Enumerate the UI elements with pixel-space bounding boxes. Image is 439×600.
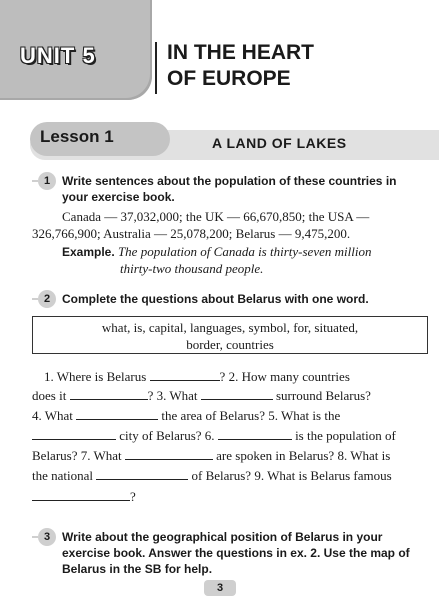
- question-line-7: ?: [32, 487, 438, 507]
- exercise-3-instruction-line3: Belarus in the SB for help.: [62, 562, 213, 576]
- answer-blank-4[interactable]: [76, 407, 158, 420]
- answer-blank-5[interactable]: [32, 427, 116, 440]
- word-box: [32, 316, 428, 354]
- exercise-2-instruction: Complete the questions about Belarus with one word.: [62, 292, 369, 306]
- answer-blank-9[interactable]: [32, 488, 130, 501]
- lesson-label: Lesson 1: [40, 127, 114, 146]
- unit-title-line2: OF EUROPE: [167, 67, 291, 90]
- exercise-3-number: 3: [38, 528, 56, 546]
- unit-title: [167, 40, 427, 92]
- exercise-1-instruction: [62, 173, 438, 205]
- word-box-line1: what, is, capital, languages, symbol, for, situated,: [101, 320, 359, 335]
- lesson-title: A LAND OF LAKES: [212, 135, 347, 151]
- question-line-3: 4. What the area of Belarus? 5. What is the: [32, 408, 341, 423]
- exercise-3-instruction: [62, 529, 438, 577]
- question-line-6: the national of Belarus? 9. What is Belarus famous: [32, 468, 392, 483]
- question-line-1: 1. Where is Belarus ? 2. How many countries: [44, 369, 350, 384]
- exercise-1-data-line1: Canada — 37,032,000; the UK — 66,670,850; the USA —: [62, 209, 370, 224]
- example-line1: The population of Canada is thirty-seven million: [117, 244, 372, 259]
- answer-blank-8[interactable]: [96, 467, 188, 480]
- answer-blank-6[interactable]: [218, 427, 292, 440]
- answer-blank-3[interactable]: [201, 387, 273, 400]
- exercise-1-instruction-line1: Write sentences about the population of these countries in: [62, 174, 397, 188]
- exercise-1-number: 1: [38, 172, 56, 190]
- page-number: 3: [204, 580, 236, 596]
- question-line-5: Belarus? 7. What are spoken in Belarus? 8. What is: [32, 448, 391, 463]
- exercise-3-instruction-line1: Write about the geographical position of Belarus in your: [62, 530, 383, 544]
- exercise-1-data-line2: 326,766,900; Australia — 25,078,200; Belarus — 9,475,200.: [32, 226, 351, 241]
- exercise-2-number: 2: [38, 290, 56, 308]
- answer-blank-1[interactable]: [150, 368, 220, 381]
- word-box-line2: border, countries: [186, 337, 274, 352]
- question-line-4: city of Belarus? 6. is the population of: [32, 426, 438, 446]
- question-line-2: does it ? 3. What surround Belarus?: [32, 388, 371, 403]
- exercise-3-instruction-line2: exercise book. Answer the questions in ex. 2. Use the map of: [62, 546, 410, 560]
- answer-blank-2[interactable]: [70, 387, 148, 400]
- example-line2: thirty-two thousand people.: [120, 261, 264, 276]
- unit-label: UNIT 5: [20, 43, 96, 68]
- unit-title-line1: IN THE HEART: [167, 41, 314, 64]
- answer-blank-7[interactable]: [125, 447, 213, 460]
- example-label: Example.: [62, 245, 115, 259]
- exercise-1-instruction-line2: your exercise book.: [62, 190, 175, 204]
- unit-divider: [155, 42, 157, 94]
